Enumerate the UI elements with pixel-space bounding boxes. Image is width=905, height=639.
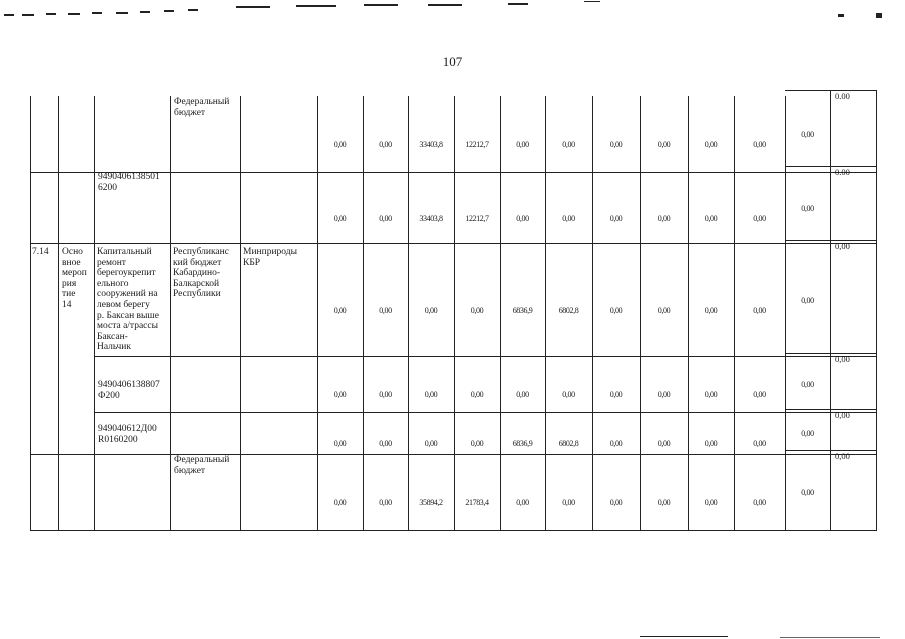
value-cell: 0,00 [704,498,718,507]
value-cell: 0,00 [801,380,814,389]
value-cell: 0,00 [704,140,718,149]
row-line [30,530,877,531]
value-cell: 0,00 [753,305,766,315]
value-cell: 0,00 [333,390,347,399]
value-cell: 33403,8 [419,140,443,149]
total-cell: 0,00 [835,354,850,364]
scan-dash [364,4,398,6]
scan-dash [236,6,270,8]
value-cell: 0,00 [470,439,484,448]
total-cell: 0,00 [835,451,850,461]
value-cell: 0,00 [333,213,347,223]
row-name: Осно вное мероп рия тие 14 [62,247,87,310]
column-line [830,90,831,531]
value-cell: 0,00 [379,213,392,223]
column-line [58,96,59,531]
row-description: 9490406138807 Ф200 [98,380,160,401]
row-line [785,166,877,167]
value-cell: 0,00 [424,439,438,448]
row-line [785,409,877,410]
row-line [785,90,877,91]
value-cell: 0,00 [753,213,766,223]
value-cell: 0,00 [516,213,529,223]
value-cell: 0,00 [753,498,766,507]
row-line [94,356,877,357]
scan-dash [92,12,102,14]
row-description: 949040612Д00 R0160200 [98,424,157,445]
value-cell: 0,00 [657,213,671,223]
scan-dash [188,9,198,11]
value-cell: 0,00 [801,429,814,438]
column-line [94,96,95,531]
row-description: 9490406138501 6200 [98,172,160,193]
value-cell: 0,00 [609,305,623,315]
value-cell: 0,00 [516,498,529,507]
value-cell: 0,00 [424,305,438,315]
column-line [240,96,241,531]
row-description: Капитальный ремонт берегоукрепит ельного сооружений на левом берегу р. Баксан выше моста а/трассы Баксан- Нальчик [97,247,159,353]
value-cell: 0,00 [516,140,529,149]
row-line [785,450,877,451]
value-cell: 0,00 [470,305,484,315]
scan-speck [876,13,882,18]
value-cell: 0,00 [657,140,671,149]
row-line [94,412,877,413]
column-line [876,90,877,531]
row-code: 7.14 [32,247,49,257]
row-funding-source: Федеральный бюджет [174,97,230,118]
value-cell: 0,00 [379,439,392,448]
value-cell: 0,00 [333,439,347,448]
value-cell: 0,00 [609,213,623,223]
value-cell: 0,00 [657,439,671,448]
column-line [785,96,786,531]
value-cell: 0,00 [609,390,623,399]
value-cell: 0,00 [562,498,575,507]
scan-dash [584,1,600,2]
value-cell: 21783,4 [465,498,489,507]
value-cell: 0,00 [333,498,347,507]
row-funding-source: Республиканс кий бюджет Кабардино- Балкарской Республики [173,247,229,300]
row-funding-source: Федеральный бюджет [174,455,230,476]
value-cell: 6802,8 [558,305,579,315]
value-cell: 0,00 [609,140,623,149]
page-number: 107 [442,54,463,69]
scan-dash [68,13,80,15]
scan-dash [22,14,34,16]
value-cell: 0,00 [379,498,392,507]
value-cell: 0,00 [801,203,814,213]
value-cell: 0,00 [609,439,623,448]
value-cell: 0,00 [516,390,529,399]
value-cell: 0,00 [704,439,718,448]
total-cell: 0.00 [835,91,850,101]
row-line [785,240,877,241]
scan-dash [428,4,462,6]
row-line [785,353,877,354]
total-cell: 0.00 [835,167,850,177]
value-cell: 0,00 [657,390,671,399]
total-cell: 0,00 [835,410,850,420]
row-executor: Минприроды КБР [243,247,297,268]
value-cell: 0,00 [657,498,671,507]
value-cell: 33403,8 [419,213,443,223]
value-cell: 12212,7 [465,213,489,223]
row-line [30,243,877,244]
value-cell: 0,00 [609,498,623,507]
value-cell: 0,00 [333,140,347,149]
value-cell: 0,00 [753,439,766,448]
value-cell: 0,00 [753,390,766,399]
row-line [30,454,877,455]
value-cell: 0,00 [562,140,575,149]
value-cell: 0,00 [562,213,575,223]
value-cell: 0,00 [379,390,392,399]
value-cell: 35894,2 [419,498,443,507]
value-cell: 0,00 [704,305,718,315]
value-cell: 0,00 [379,140,392,149]
column-line [30,96,31,531]
value-cell: 0,00 [657,305,671,315]
value-cell: 6836,9 [512,439,533,448]
value-cell: 0,00 [379,305,392,315]
value-cell: 0,00 [704,213,718,223]
scan-dash [116,12,128,14]
scan-dash [164,10,174,12]
column-line [170,96,171,531]
value-cell: 0,00 [801,295,814,305]
scan-dash [780,637,880,638]
value-cell: 12212,7 [465,140,489,149]
value-cell: 0,00 [424,390,438,399]
scan-dash [140,11,150,13]
scan-dash [46,13,56,15]
value-cell: 6836,9 [512,305,533,315]
value-cell: 6802,8 [558,439,579,448]
value-cell: 0,00 [801,130,814,139]
value-cell: 0,00 [801,488,814,497]
scan-dash [640,636,728,637]
scan-dash [296,5,336,7]
scan-dash [4,14,14,16]
value-cell: 0,00 [470,390,484,399]
value-cell: 0,00 [753,140,766,149]
value-cell: 0,00 [333,305,347,315]
scan-dash [508,3,528,5]
total-cell: 0,00 [835,241,850,251]
value-cell: 0,00 [704,390,718,399]
value-cell: 0,00 [562,390,575,399]
scan-speck [838,14,844,17]
